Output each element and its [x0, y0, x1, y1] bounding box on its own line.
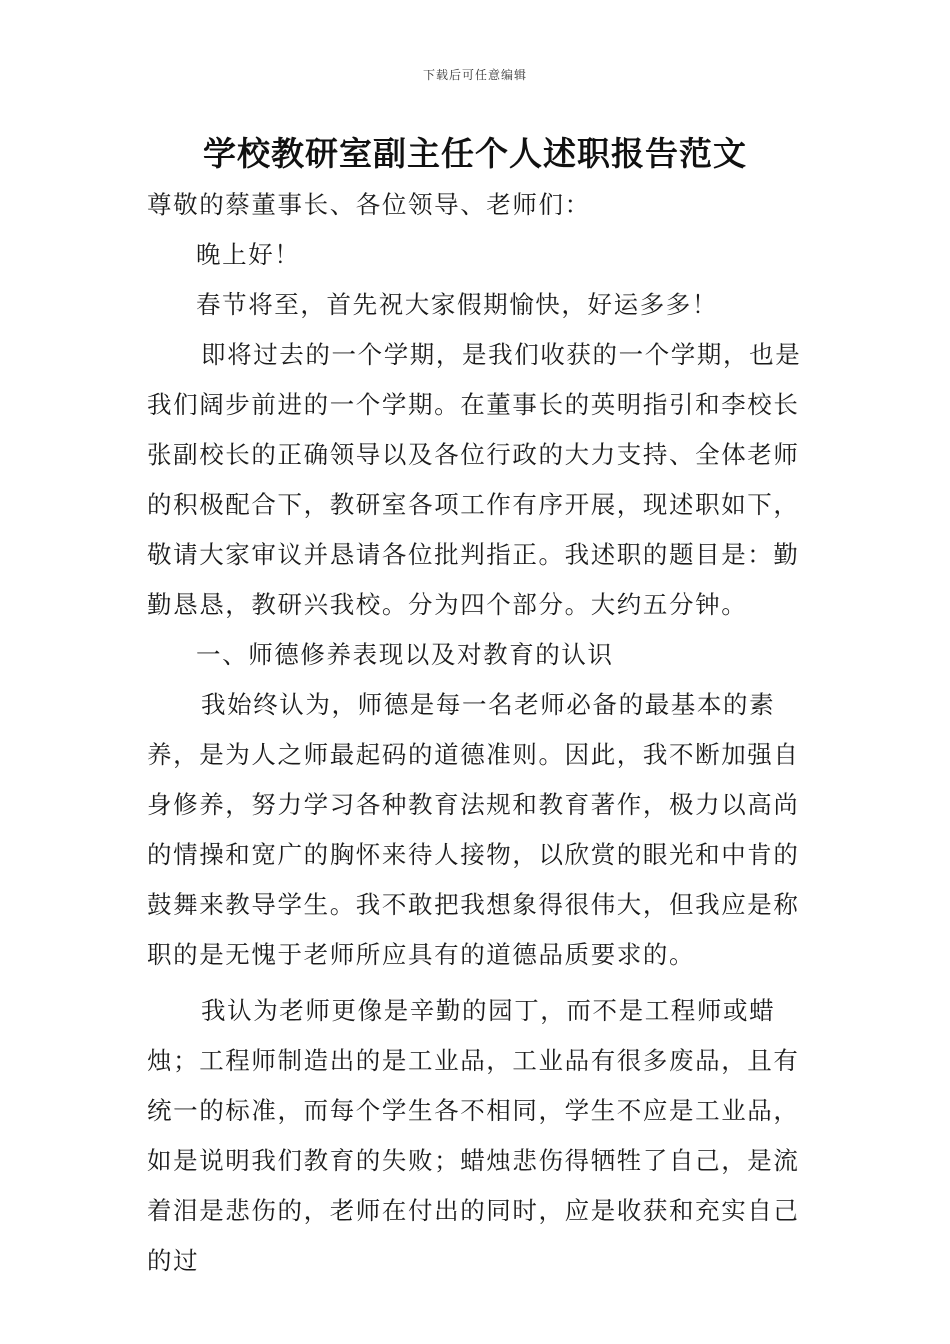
header-note: 下载后可任意编辑	[422, 68, 527, 82]
paragraph-intro: 即将过去的一个学期，是我们收获的一个学期，也是我们阔步前进的一个学期。在董事长的英明指引和李校长张副校长的正确领导以及各位行政的大力支持、全体老师的积极配合下，教研室各项工作有序开展，现述职如下，敬请大家审议并恳请各位批判指正。我述职的题目是：勤勤恳恳，教研兴我校。分为四个部分。大约五分钟。	[147, 340, 802, 619]
paragraph-gardener: 我认为老师更像是辛勤的园丁，而不是工程师或蜡烛；工程师制造出的是工业品，工业品有很多废品，且有统一的标准，而每个学生各不相同，学生不应是工业品，如是说明我们教育的失败；蜡烛悲伤得牺牲了自己，是流着泪是悲伤的，老师在付出的同时，应是收获和充实自己的过	[147, 996, 800, 1275]
salutation: 尊敬的蔡董事长、各位领导、老师们：	[147, 190, 591, 219]
document-body	[147, 180, 809, 1286]
section-heading-1: 一、师德修养表现以及对教育的认识	[196, 640, 614, 669]
wishes-paragraph: 春节将至，首先祝大家假期愉快，好运多多！	[196, 290, 718, 319]
greeting: 晚上好！	[196, 240, 301, 269]
paragraph-ethics: 我始终认为，师德是每一名老师必备的最基本的素养，是为人之师最起码的道德准则。因此，我不断加强自身修养，努力学习各种教育法规和教育著作，极力以高尚的情操和宽广的胸怀来待人接物，以欣赏的眼光和中肯的鼓舞来教导学生。我不敢把我想象得很伟大，但我应是称职的是无愧于老师所应具有的道德品质要求的。	[147, 690, 800, 969]
document-title: 学校教研室副主任个人述职报告范文	[203, 134, 747, 173]
